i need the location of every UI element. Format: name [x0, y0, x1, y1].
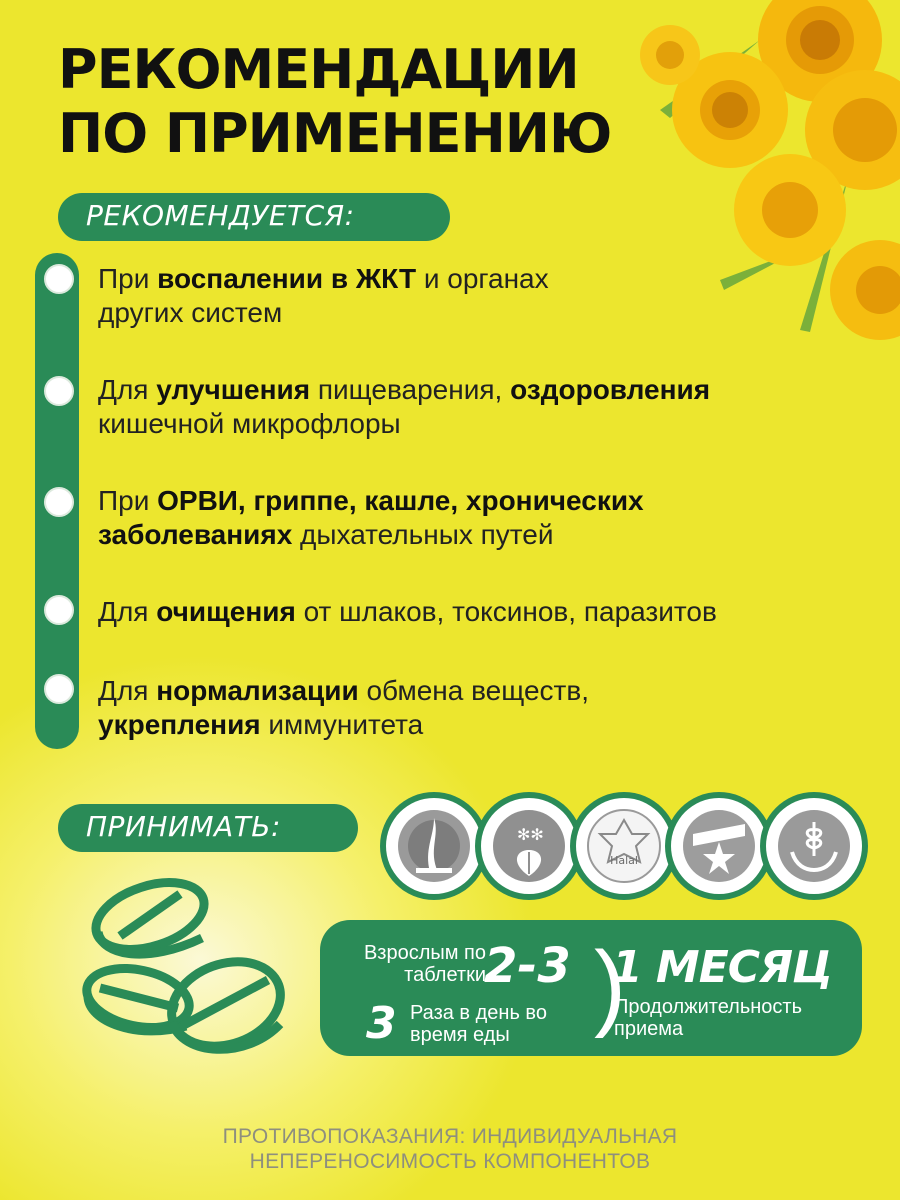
- duration-value: 1 МЕСЯЦ: [612, 942, 832, 993]
- text: иммунитета: [260, 709, 424, 740]
- snowflake-leaf-icon: [475, 792, 583, 900]
- bold-text: очищения: [156, 596, 296, 627]
- tablets-icon: [78, 876, 288, 1066]
- bullet-icon: [44, 376, 74, 406]
- bold-text: воспалении в ЖКТ: [157, 263, 417, 294]
- list-item-line: [98, 518, 818, 552]
- bullet-icon: [44, 595, 74, 625]
- contra-line-2: НЕПЕРЕНОСИМОСТЬ КОМПОНЕНТОВ: [249, 1150, 651, 1173]
- bold-text: оздоровления: [510, 374, 711, 405]
- title-line-1: РЕКОМЕНДАЦИИ: [58, 38, 579, 101]
- flower-4: [734, 154, 846, 266]
- times-text: Раза в день во время еды: [410, 1002, 547, 1046]
- bullet-icon: [44, 674, 74, 704]
- list-item-line: [98, 296, 818, 330]
- bold-text: улучшения: [156, 374, 311, 405]
- bold-text: ОРВИ, гриппе, кашле, хронических: [157, 485, 644, 516]
- bullet-icon: [44, 264, 74, 294]
- duration-text: Продолжительность приема: [614, 996, 802, 1040]
- take-label: ПРИНИМАТЬ:: [58, 804, 358, 852]
- contraindications: [0, 1124, 900, 1174]
- contra-line-1: ПРОТИВОПОКАЗАНИЯ: ИНДИВИДУАЛЬНАЯ: [222, 1125, 678, 1148]
- text: от шлаков, токсинов, паразитов: [295, 596, 717, 627]
- text: Для: [98, 596, 157, 627]
- list-item-line: [98, 674, 818, 708]
- flower-5: [830, 240, 900, 340]
- bold-text: укрепления: [98, 709, 261, 740]
- text: обмена веществ,: [358, 675, 590, 706]
- svg-text:✻✻: ✻✻: [517, 825, 544, 844]
- text: пищеварения,: [310, 374, 511, 405]
- quality-mark-icon: [665, 792, 773, 900]
- text: Для: [98, 374, 157, 405]
- list-item: [98, 373, 818, 441]
- text: При: [98, 263, 158, 294]
- flower-6: [640, 25, 700, 85]
- list-item: [98, 595, 818, 629]
- halal-icon: [570, 792, 678, 900]
- list-item: [98, 674, 818, 742]
- text: Для: [98, 675, 157, 706]
- list-item-line: [98, 484, 818, 518]
- brace-divider: ): [594, 932, 626, 1039]
- tablets-count: 2-3: [484, 938, 571, 994]
- text: При: [98, 485, 158, 516]
- hands-plant-icon: [760, 792, 868, 900]
- president-medal-icon: [380, 792, 488, 900]
- text: и органах: [416, 263, 549, 294]
- times-count: 3: [366, 998, 397, 1049]
- page-title: [58, 38, 611, 166]
- adults-text: Взрослым по таблетки: [363, 942, 486, 986]
- title-line-2: ПО ПРИМЕНЕНИЮ: [58, 102, 612, 165]
- badge-text: Halal: [610, 854, 638, 867]
- text: дыхательных путей: [292, 519, 554, 550]
- recommended-label: РЕКОМЕНДУЕТСЯ:: [58, 193, 450, 241]
- dosage-panel: [320, 920, 862, 1056]
- text: кишечной микрофлоры: [98, 408, 401, 439]
- list-item-line: [98, 595, 818, 629]
- bold-text: заболеваниях: [98, 519, 293, 550]
- list-item-line: [98, 708, 818, 742]
- list-item-line: [98, 373, 818, 407]
- list-item-line: [98, 262, 818, 296]
- list-item: [98, 262, 818, 330]
- list-item-line: [98, 407, 818, 441]
- bold-text: нормализации: [156, 675, 359, 706]
- text: других систем: [98, 297, 283, 328]
- list-item: [98, 484, 818, 552]
- badges-row: [380, 792, 870, 902]
- bullet-icon: [44, 487, 74, 517]
